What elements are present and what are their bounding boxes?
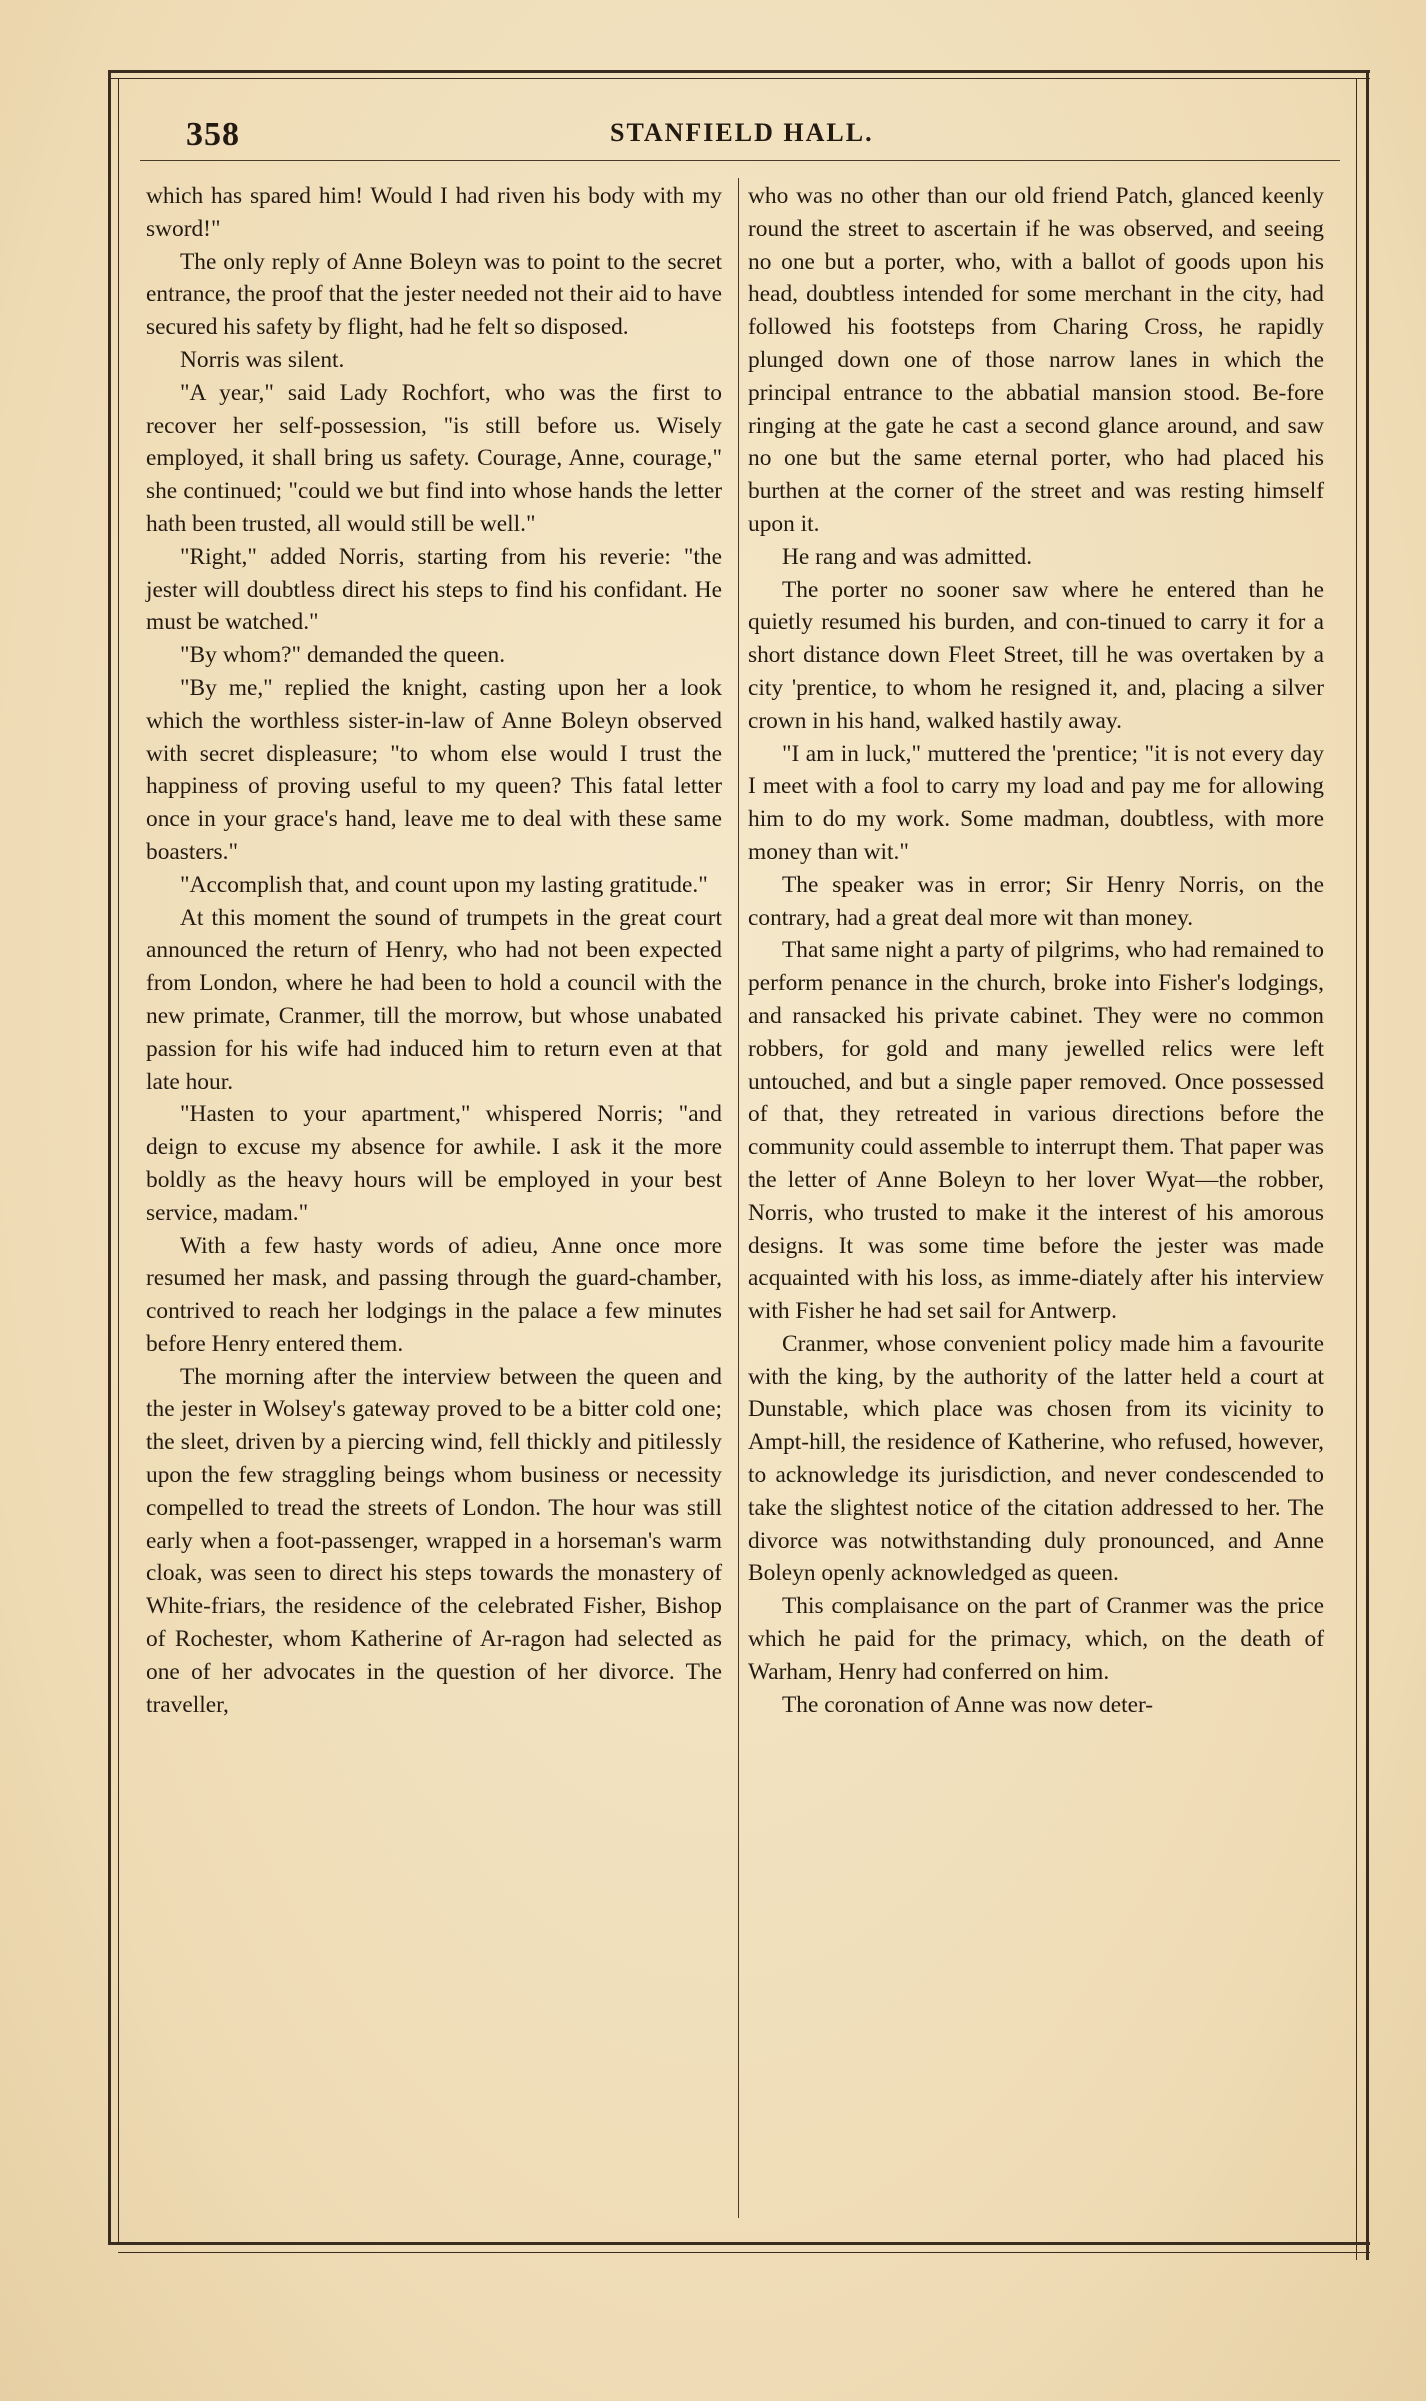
paragraph: "I am in luck," muttered the 'prentice; "it is not every day I meet with a fool to carry my load and pay me for allowing him to do my work. Some madman, doubtless, with more money than wit." [748,740,1324,865]
header-rule [140,160,1340,161]
column-divider [738,178,739,2218]
frame-rule-left-inner [118,78,119,2242]
left-column [146,180,722,1721]
right-column [748,180,1324,1721]
paragraph: "A year," said Lady Rochfort, who was the first to recover her self-possession, "is still before us. Wisely employed, it shall bring us safety. Courage, Anne, courage," she continued; "could we but find into whose hands the letter hath been trusted, all would still be well." [146,379,722,537]
paragraph: "Hasten to your apartment," whispered Norris; "and deign to excuse my absence for awhile. I ask it the more boldly as the heavy hours will be employed in your best service, madam." [146,1101,722,1226]
frame-rule-top-inner [108,78,1370,79]
frame-rule-top [108,70,1370,73]
paragraph: "Right," added Norris, starting from his reverie: "the jester will doubtless direct his steps to find his confidant. He must be watched." [146,543,722,636]
paragraph: That same night a party of pilgrims, who had remained to perform penance in the church, broke into Fisher's lodgings, and ransacked his private cabinet. They were no common robbers, for gold and many jewelled relics were left untouched, and but a single paper removed. Once possessed of that, they retreated in various directions before the community could assemble to interrupt them. That paper was the letter of Anne Boleyn to her lover Wyat—the robber, Norris, who trusted to make it the interest of his amorous designs. It was some time before the jester was made acquainted with his loss, as imme-diately after his interview with Fisher he had set sail for Antwerp. [748,937,1324,1325]
paragraph: "By whom?" demanded the queen. [180,642,506,669]
paragraph: "By me," replied the knight, casting upon her a look which the worthless sister-in-law of Anne Boleyn observed with secret displeasure; "to whom else would I trust the happiness of proving useful to my queen? This fatal letter once in your grace's hand, leave me to deal with these same boasters." [146,674,722,865]
paragraph: With a few hasty words of adieu, Anne once more resumed her mask, and passing through the guard-chamber, contrived to reach her lodgings in the palace a few minutes before Henry entered them. [146,1232,722,1357]
frame-rule-right-inner [1356,78,1357,2260]
paragraph: This complaisance on the part of Cranmer was the price which he paid for the primacy, which, on the death of Warham, Henry had conferred on him. [748,1593,1324,1685]
paragraph: The only reply of Anne Boleyn was to point to the secret entrance, the proof that the jester needed not their aid to have secured his safety by flight, had he felt so disposed. [146,248,722,341]
paragraph: "Accomplish that, and count upon my lasting gratitude." [180,871,708,898]
paragraph: Norris was silent. [180,346,345,373]
paragraph: The porter no sooner saw where he entered than he quietly resumed his burden, and con-tinued to carry it for a short distance down Fleet Street, till he was overtaken by a city 'prentice, to whom he resigned it, and, placing a silver crown in his hand, walked hastily away. [748,576,1324,734]
paragraph: The coronation of Anne was now deter- [782,1691,1154,1718]
frame-rule-right [1366,70,1369,2260]
paragraph: At this moment the sound of trumpets in the great court announced the return of Henry, who had not been expected from London, where he had been to hold a council with the new primate, Cranmer, till the morrow, but whose unabated passion for his wife had induced him to return even at that late hour. [146,904,722,1095]
frame-rule-bottom-inner [118,2252,1370,2253]
paragraph: The speaker was in error; Sir Henry Norris, on the contrary, had a great deal more wit than money. [748,871,1324,931]
page-number: 358 [186,116,240,153]
running-title: STANFIELD HALL. [610,118,874,147]
paragraph: The morning after the interview between the queen and the jester in Wolsey's gateway proved to be a bitter cold one; the sleet, driven by a piercing wind, fell thickly and pitilessly upon the few straggling beings whom business or necessity compelled to tread the streets of London. The hour was still early when a foot-passenger, wrapped in a horseman's warm cloak, was seen to direct his steps towards the monastery of White-friars, the residence of the celebrated Fisher, Bishop of Rochester, whom Katherine of Ar-ragon had selected as one of her advocates in the question of her divorce. The traveller, [146,1363,722,1718]
paragraph: Cranmer, whose convenient policy made him a favourite with the king, by the authority of the latter held a court at Dunstable, which place was chosen from its vicinity to Ampt-hill, the residence of Katherine, who refused, however, to acknowledge its jurisdiction, and never condescended to take the slightest notice of the citation addressed to her. The divorce was notwithstanding duly pronounced, and Anne Boleyn openly acknowledged as queen. [748,1330,1324,1587]
paragraph: who was no other than our old friend Patch, glanced keenly round the street to ascertain if he was observed, and seeing no one but a porter, who, with a ballot of goods upon his head, doubtless intended for some merchant in the city, had followed his footsteps from Charing Cross, he rapidly plunged down one of those narrow lanes in which the principal entrance to the abbatial mansion stood. Be-fore ringing at the gate he cast a second glance around, and saw no one but the same eternal porter, who had placed his burthen at the corner of the street and was resting himself upon it. [748,183,1324,537]
frame-rule-bottom [108,2242,1370,2245]
paragraph: which has spared him! Would I had riven his body with my sword!" [146,183,722,242]
paragraph: He rang and was admitted. [782,543,1033,570]
frame-rule-left [108,70,111,2242]
